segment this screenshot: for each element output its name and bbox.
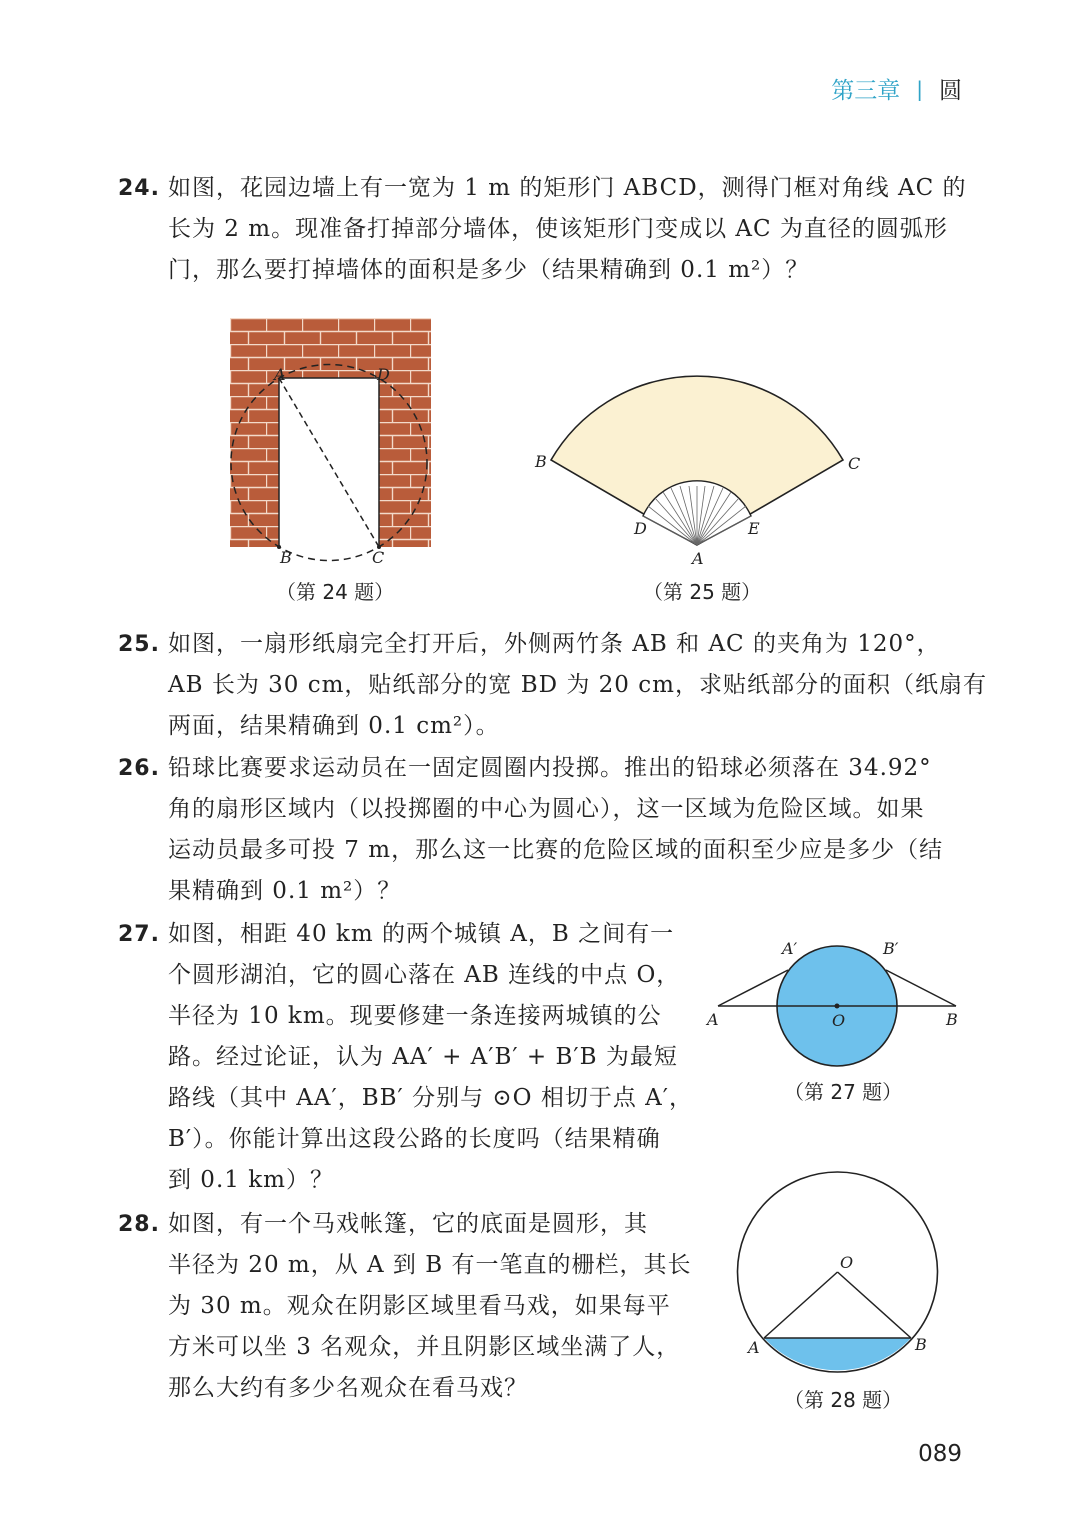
problem-number: 28.	[118, 1212, 160, 1237]
problem-line: 为 30 m。观众在阴影区域里看马戏，如果每平	[168, 1293, 671, 1319]
label-b: B	[915, 1335, 927, 1354]
label-b: B	[946, 1010, 958, 1029]
center-o	[835, 1004, 840, 1009]
problem-line: 路线（其中 AA′，BB′ 分别与 ⊙O 相切于点 A′，	[168, 1085, 693, 1111]
problem-number: 25.	[118, 632, 160, 657]
label-e: E	[748, 519, 760, 538]
caption-24: （第 24 题）	[276, 580, 395, 604]
problem-line: B′）。你能计算出这段公路的长度吗（结果精确	[168, 1126, 661, 1152]
caption-27: （第 27 题）	[784, 1080, 903, 1104]
problem-line: 长为 2 m。现准备打掉部分墙体，使该矩形门变成以 AC 为直径的圆弧形	[168, 216, 948, 242]
problem-26	[118, 748, 968, 912]
label-a: A	[274, 365, 286, 384]
label-o: O	[832, 1011, 846, 1030]
problem-line: 两面，结果精确到 0.1 cm²）。	[168, 713, 500, 739]
shaded-segment	[764, 1338, 911, 1370]
door-opening	[279, 378, 379, 547]
problem-28	[118, 1204, 692, 1409]
label-a: A	[692, 549, 704, 568]
page-number: 089	[918, 1441, 962, 1467]
problem-line: AB 长为 30 cm，贴纸部分的宽 BD 为 20 cm，求贴纸部分的面积（纸扇有	[168, 672, 987, 698]
figure-24	[220, 310, 450, 575]
problem-line: 门，那么要打掉墙体的面积是多少（结果精确到 0.1 m²）？	[168, 257, 810, 283]
figure-27	[700, 930, 970, 1075]
problem-number: 24.	[118, 176, 160, 201]
problem-line: 到 0.1 km）？	[168, 1167, 334, 1193]
problem-line: 如图，花园边墙上有一宽为 1 m 的矩形门 ABCD，测得门框对角线 AC 的	[168, 175, 967, 201]
label-a: A	[748, 1338, 760, 1357]
problem-line: 果精确到 0.1 m²）？	[168, 878, 402, 904]
problem-number: 27.	[118, 922, 160, 947]
caption-28: （第 28 题）	[784, 1388, 903, 1412]
label-b: B	[535, 452, 547, 471]
label-d: D	[377, 365, 390, 384]
label-a: A	[707, 1010, 719, 1029]
label-b: B	[280, 548, 292, 567]
problem-line: 那么大约有多少名观众在看马戏？	[168, 1375, 528, 1401]
label-o: O	[840, 1253, 854, 1272]
problem-line: 方米可以坐 3 名观众，并且阴影区域坐满了人，	[168, 1334, 681, 1360]
caption-25: （第 25 题）	[643, 580, 762, 604]
chapter-title: 第三章	[831, 78, 901, 104]
chapter-header	[831, 72, 962, 105]
figure-25	[530, 370, 870, 570]
header-separator: |	[916, 76, 923, 101]
problem-line: 运动员最多可投 7 m，那么这一比赛的危险区域的面积至少应是多少（结	[168, 837, 944, 863]
problem-line: 如图，相距 40 km 的两个城镇 A，B 之间有一	[168, 921, 675, 947]
problem-line: 角的扇形区域内（以投掷圈的中心为圆心），这一区域为危险区域。如果	[168, 796, 925, 822]
problem-line: 铅球比赛要求运动员在一固定圆圈内投掷。推出的铅球必须落在 34.92°	[168, 755, 932, 781]
problem-line: 半径为 20 m，从 A 到 B 有一笔直的栅栏，其长	[168, 1252, 692, 1278]
label-c: C	[372, 548, 385, 567]
chapter-topic: 圆	[939, 78, 962, 104]
problem-24	[118, 168, 968, 291]
problem-line: 半径为 10 km。现要修建一条连接两城镇的公	[168, 1003, 662, 1029]
figure-28	[720, 1165, 960, 1385]
problem-number: 26.	[118, 756, 160, 781]
label-a-prime: A′	[782, 939, 798, 958]
label-b-prime: B′	[883, 939, 899, 958]
problem-line: 如图，一扇形纸扇完全打开后，外侧两竹条 AB 和 AC 的夹角为 120°，	[168, 631, 941, 657]
problem-line: 个圆形湖泊，它的圆心落在 AB 连线的中点 O，	[168, 962, 681, 988]
problem-27	[118, 914, 693, 1201]
problem-line: 如图，有一个马戏帐篷，它的底面是圆形，其	[168, 1211, 648, 1237]
label-c: C	[848, 454, 861, 473]
problem-25	[118, 624, 987, 747]
problem-line: 路。经过论证，认为 AA′ + A′B′ + B′B 为最短	[168, 1044, 678, 1070]
label-d: D	[634, 519, 647, 538]
